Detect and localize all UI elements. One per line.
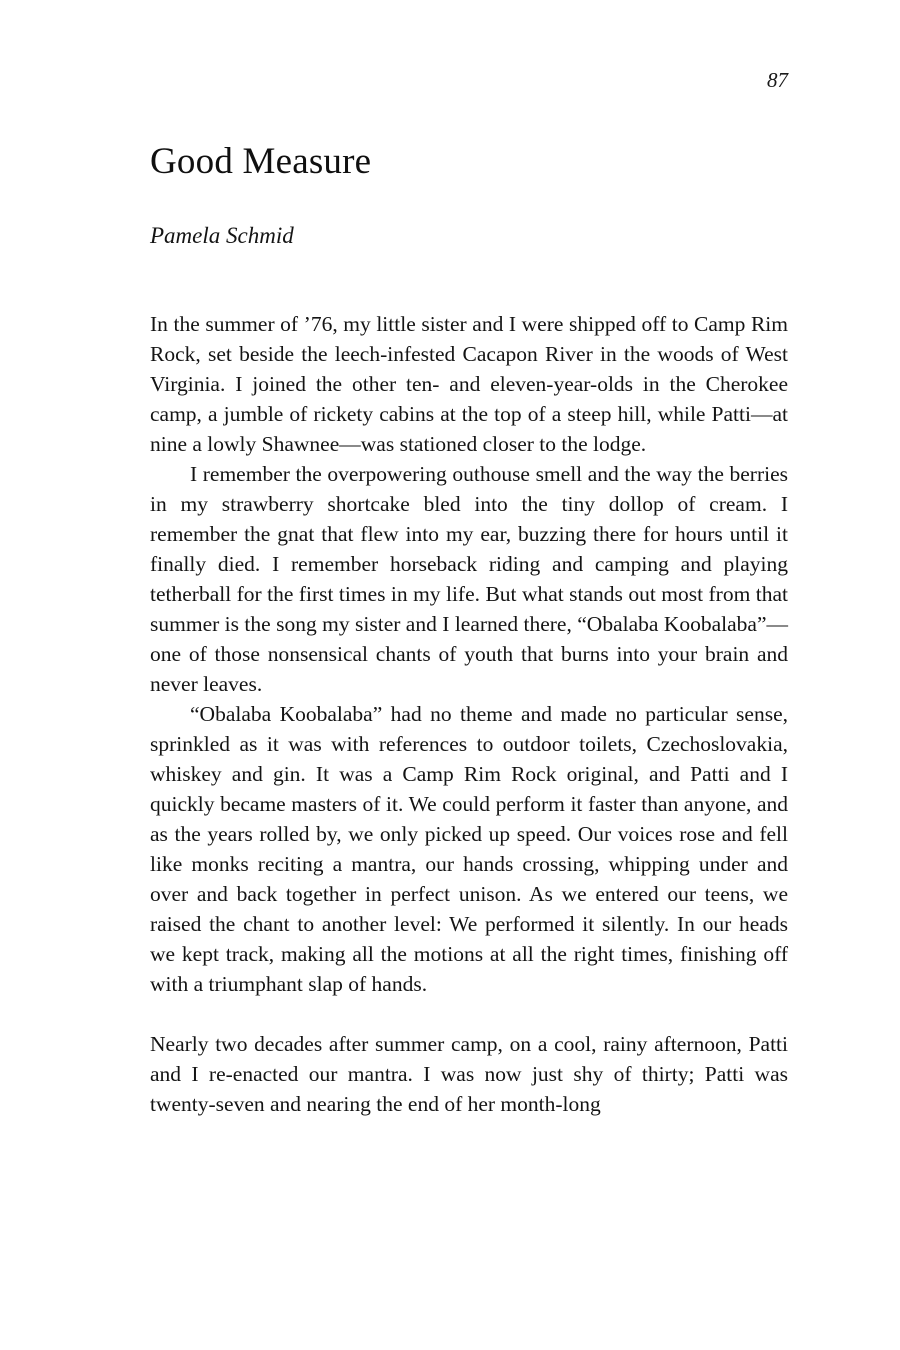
paragraph-3: “Obalaba Koobalaba” had no theme and made no particular sense, sprinkled as it was with references to outdoor toilets, Czechoslovakia, whiskey and gin. It was a Camp Rim Rock original, and Patti and I quickly became masters of it. We could perform it faster than anyone, and as the years rolled by, we only picked up speed. Our voices rose and fell like monks reciting a mantra, our hands crossing, whipping under and over and back together in perfect unison. As we entered our teens, we raised the chant to another level: We performed it silently. In our heads we kept track, making all the motions at all the right times, finishing off with a triumphant slap of hands. <box>150 702 788 997</box>
essay-title: Good Measure <box>150 141 372 183</box>
paragraph-2: I remember the overpowering outhouse smell and the way the berries in my strawberry shortcake bled into the tiny dollop of cream. I remember the gnat that flew into my ear, buzzing there for hours until it finally died. I remember horseback riding and camping and playing tetherball for the first times in my life. But what stands out most from that summer is the song my sister and I learned there, “Obalaba Koobalaba”—one of those nonsensical chants of youth that burns into your brain and never leaves. <box>150 462 788 697</box>
essay-body <box>150 309 788 1119</box>
page-content <box>150 0 788 1119</box>
paragraph-4: Nearly two decades after summer camp, on a cool, rainy afternoon, Patti and I re-enacted our mantra. I was now just shy of thirty; Patti was twenty-seven and nearing the end of her month-long <box>150 1032 788 1117</box>
paragraph-1: In the summer of ’76, my little sister and I were shipped off to Camp Rim Rock, set beside the leech-infested Cacapon River in the woods of West Virginia. I joined the other ten- and eleven-year-olds in the Cherokee camp, a jumble of rickety cabins at the top of a steep hill, while Patti—at nine a lowly Shawnee—was stationed closer to the lodge. <box>150 312 788 457</box>
page-number: 87 <box>767 68 788 92</box>
essay-author: Pamela Schmid <box>150 222 294 248</box>
